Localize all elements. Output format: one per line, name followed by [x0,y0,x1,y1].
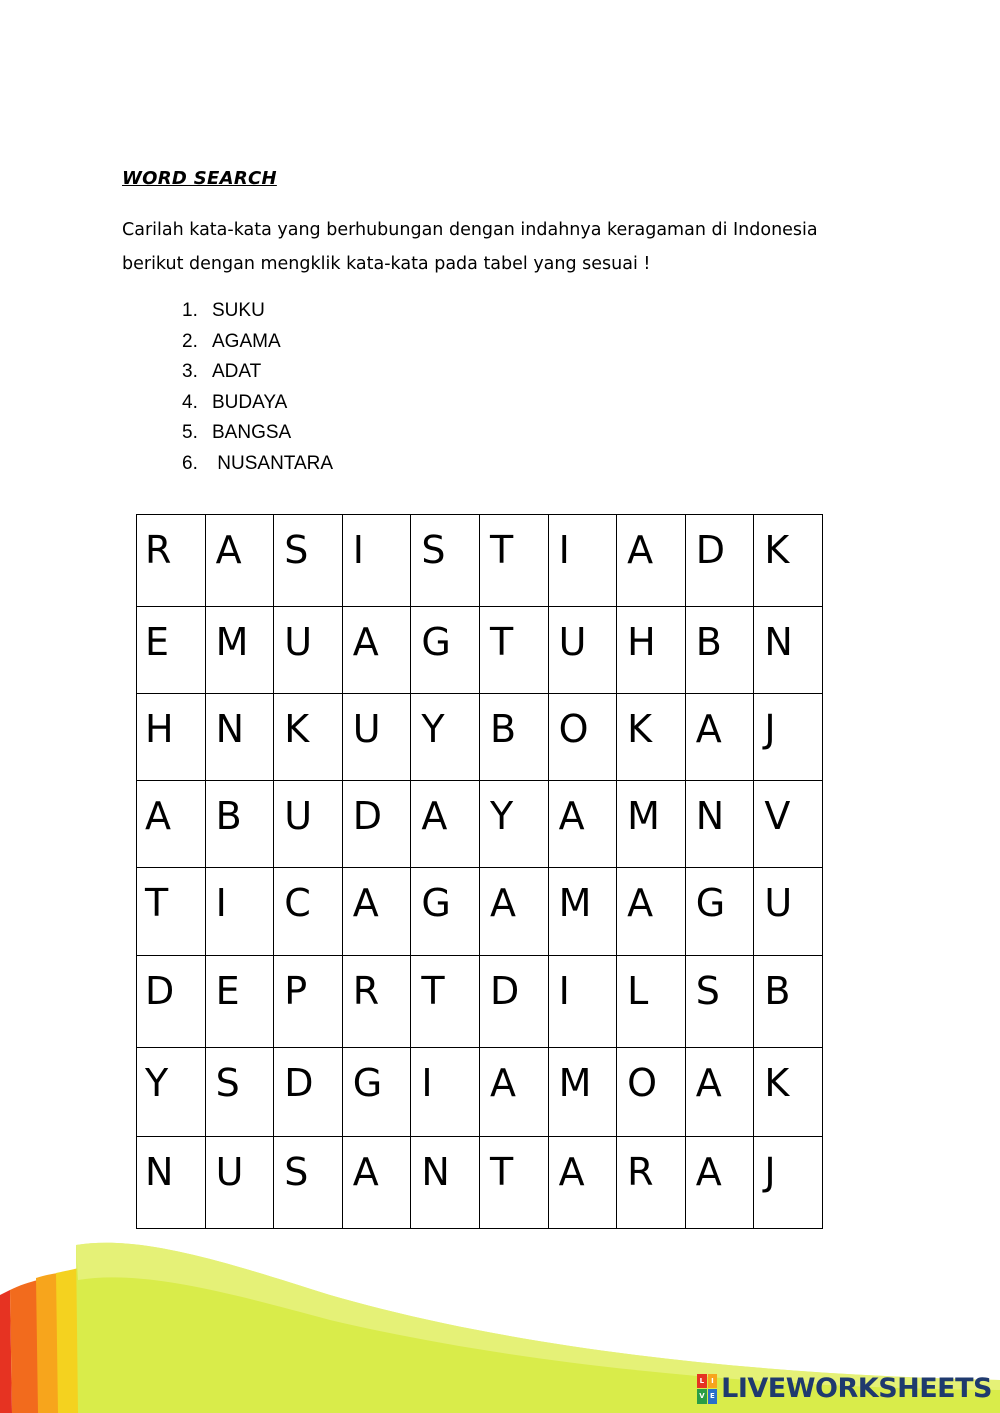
grid-cell[interactable] [342,607,411,694]
grid-letter: J [764,707,776,751]
grid-letter: A [352,881,379,925]
grid-letter: D [695,528,726,572]
grid-letter: T [489,1150,514,1194]
grid-letter: T [489,528,514,572]
grid-letter: G [695,881,726,925]
word-list-item [182,327,333,358]
grid-letter: B [215,794,242,838]
grid-letter: N [421,1150,450,1194]
grid-letter: B [695,620,722,664]
grid-cell[interactable] [548,694,617,781]
grid-cell[interactable] [342,781,411,868]
grid-cell[interactable] [685,1048,754,1137]
grid-letter: A [489,881,516,925]
grid-row [137,868,823,956]
instructions [122,213,882,281]
grid-cell[interactable] [548,515,617,607]
grid-letter: D [284,1061,314,1105]
grid-letter: C [284,881,311,925]
grid-cell[interactable] [617,607,686,694]
grid-letter: P [284,969,308,1013]
grid-cell[interactable] [617,1048,686,1137]
word-number: 1. [182,300,198,322]
grid-letter: U [284,620,313,664]
instruction-line-2: berikut dengan mengklik kata-kata pada tabel yang sesuai ! [122,254,651,274]
grid-letter: A [695,1061,722,1105]
grid-cell[interactable] [479,956,548,1048]
grid-cell[interactable] [137,694,206,781]
grid-cell[interactable] [754,1048,823,1137]
grid-cell[interactable] [411,1137,480,1229]
word-text: ADAT [212,361,262,383]
grid-cell[interactable] [754,694,823,781]
grid-letter: O [627,1061,658,1105]
grid-letter: S [421,528,446,572]
grid-cell[interactable] [205,694,274,781]
grid-letter: M [558,881,592,925]
grid-cell[interactable] [754,607,823,694]
grid-letter: A [421,794,448,838]
grid-letter: U [284,794,313,838]
grid-letter: A [215,528,242,572]
grid-cell[interactable] [342,515,411,607]
grid-cell[interactable] [617,515,686,607]
grid-letter: I [352,528,364,572]
word-text: SUKU [212,300,265,322]
grid-letter: A [627,528,654,572]
instruction-line-1: Carilah kata-kata yang berhubungan dengan indahnya keragaman di Indonesia [122,220,818,240]
grid-cell[interactable] [205,1137,274,1229]
grid-cell[interactable] [411,694,480,781]
word-list-item [182,388,333,419]
grid-cell[interactable] [548,607,617,694]
grid-cell[interactable] [411,781,480,868]
grid-cell[interactable] [274,956,343,1048]
grid-letter: A [352,620,379,664]
grid-letter: A [145,794,171,838]
grid-letter: T [421,969,445,1013]
grid-letter: A [627,881,654,925]
grid-cell[interactable] [479,868,548,956]
grid-cell[interactable] [274,1137,343,1229]
grid-cell[interactable] [685,694,754,781]
grid-row [137,607,823,694]
grid-letter: I [558,528,570,572]
grid-cell[interactable] [411,1048,480,1137]
grid-cell[interactable] [754,868,823,956]
grid-cell[interactable] [342,868,411,956]
word-number: 2. [182,330,198,352]
word-list-item [182,296,333,327]
grid-cell[interactable] [479,607,548,694]
grid-cell[interactable] [754,781,823,868]
grid-letter: Y [145,1061,169,1105]
word-number: 4. [182,391,198,413]
grid-letter: K [284,707,310,751]
grid-cell[interactable] [205,515,274,607]
grid-letter: D [352,794,383,838]
grid-cell[interactable] [137,781,206,868]
grid-letter: A [558,794,585,838]
logo-badge-letter: L [697,1374,707,1389]
grid-letter: K [627,707,653,751]
grid-cell[interactable] [617,1137,686,1229]
grid-letter: E [145,620,170,664]
grid-cell[interactable] [479,1048,548,1137]
grid-row [137,956,823,1048]
grid-letter: S [284,1150,309,1194]
grid-letter: S [284,528,309,572]
grid-letter: T [489,620,514,664]
grid-cell[interactable] [274,515,343,607]
grid-cell[interactable] [137,1048,206,1137]
grid-letter: H [627,620,656,664]
grid-letter: D [145,969,175,1013]
grid-cell[interactable] [479,694,548,781]
grid-letter: R [627,1150,654,1194]
grid-cell[interactable] [274,607,343,694]
logo-badge-icon [697,1374,717,1404]
logo-badge-letter: I [708,1374,718,1389]
word-number: 3. [182,361,198,383]
grid-letter: T [145,881,169,925]
grid-letter: S [695,969,720,1013]
grid-cell[interactable] [617,868,686,956]
grid-letter: A [695,1150,722,1194]
grid-letter: V [764,794,791,838]
grid-letter: B [489,707,517,751]
grid-row [137,1137,823,1229]
grid-letter: N [215,707,245,751]
grid-cell[interactable] [685,956,754,1048]
grid-cell[interactable] [205,868,274,956]
grid-letter: A [695,707,722,751]
grid-letter: N [145,1150,174,1194]
grid-letter: A [489,1061,516,1105]
grid-cell[interactable] [754,515,823,607]
grid-cell[interactable] [479,781,548,868]
grid-letter: I [558,969,570,1013]
grid-letter: Y [489,794,514,838]
grid-cell[interactable] [754,1137,823,1229]
grid-cell[interactable] [342,1137,411,1229]
grid-letter: O [558,707,589,751]
grid-letter: I [215,881,227,925]
grid-letter: G [421,620,451,664]
grid-cell[interactable] [342,694,411,781]
grid-cell[interactable] [342,956,411,1048]
grid-cell[interactable] [137,515,206,607]
grid-letter: D [489,969,520,1013]
worksheet-title: WORD SEARCH [122,168,277,189]
grid-cell[interactable] [205,781,274,868]
grid-cell[interactable] [274,1048,343,1137]
grid-letter: H [145,707,174,751]
grid-letter: K [764,1061,790,1105]
word-list [182,296,333,479]
grid-cell[interactable] [205,607,274,694]
grid-cell[interactable] [754,956,823,1048]
grid-letter: U [215,1150,244,1194]
grid-letter: U [558,620,587,664]
grid-row [137,1048,823,1137]
grid-letter: I [421,1061,433,1105]
grid-letter: G [352,1061,383,1105]
word-text: BUDAYA [212,391,288,413]
grid-letter: R [352,969,380,1013]
grid-letter: B [764,969,791,1013]
logo-badge-letter: E [708,1389,718,1404]
grid-cell[interactable] [548,1137,617,1229]
grid-letter: U [764,881,793,925]
word-number: 5. [182,422,198,444]
grid-cell[interactable] [411,607,480,694]
grid-cell[interactable] [137,868,206,956]
grid-cell[interactable] [617,956,686,1048]
grid-cell[interactable] [685,607,754,694]
word-text: NUSANTARA [212,452,334,474]
word-text: BANGSA [212,422,292,444]
grid-letter: G [421,881,451,925]
grid-letter: Y [421,707,445,751]
grid-cell[interactable] [685,515,754,607]
grid-cell[interactable] [411,868,480,956]
grid-cell[interactable] [137,1137,206,1229]
grid-row [137,781,823,868]
grid-cell[interactable] [685,868,754,956]
grid-cell[interactable] [274,781,343,868]
grid-letter: K [764,528,790,572]
grid-cell[interactable] [548,781,617,868]
grid-letter: A [558,1150,585,1194]
grid-row [137,515,823,607]
grid-cell[interactable] [479,1137,548,1229]
grid-cell[interactable] [548,868,617,956]
grid-cell[interactable] [685,781,754,868]
grid-letter: L [627,969,649,1013]
grid-cell[interactable] [685,1137,754,1229]
liveworksheets-logo [697,1373,992,1404]
grid-letter: U [352,707,381,751]
grid-letter: R [145,528,172,572]
grid-cell[interactable] [274,694,343,781]
grid-cell[interactable] [137,607,206,694]
grid-cell[interactable] [205,1048,274,1137]
logo-badge-letter: V [697,1389,707,1404]
grid-cell[interactable] [137,956,206,1048]
grid-cell[interactable] [205,956,274,1048]
grid-letter: J [764,1150,776,1194]
grid-cell[interactable] [617,781,686,868]
grid-cell[interactable] [411,956,480,1048]
logo-text: LIVEWORKSHEETS [721,1373,992,1404]
grid-letter: A [352,1150,379,1194]
word-number: 6. [182,452,198,474]
grid-cell[interactable] [342,1048,411,1137]
grid-letter: N [764,620,793,664]
grid-cell[interactable] [411,515,480,607]
grid-letter: S [215,1061,240,1105]
grid-letter: M [215,620,249,664]
word-list-item [182,357,333,388]
word-list-item [182,449,333,480]
grid-cell[interactable] [548,1048,617,1137]
grid-row [137,694,823,781]
grid-letter: M [558,1061,592,1105]
grid-cell[interactable] [548,956,617,1048]
grid-letter: M [627,794,660,838]
word-list-item [182,418,333,449]
word-search-grid [136,514,823,1229]
grid-cell[interactable] [479,515,548,607]
grid-cell[interactable] [617,694,686,781]
grid-letter: E [215,969,240,1013]
grid-cell[interactable] [274,868,343,956]
word-text: AGAMA [212,330,281,352]
grid-letter: N [695,794,725,838]
